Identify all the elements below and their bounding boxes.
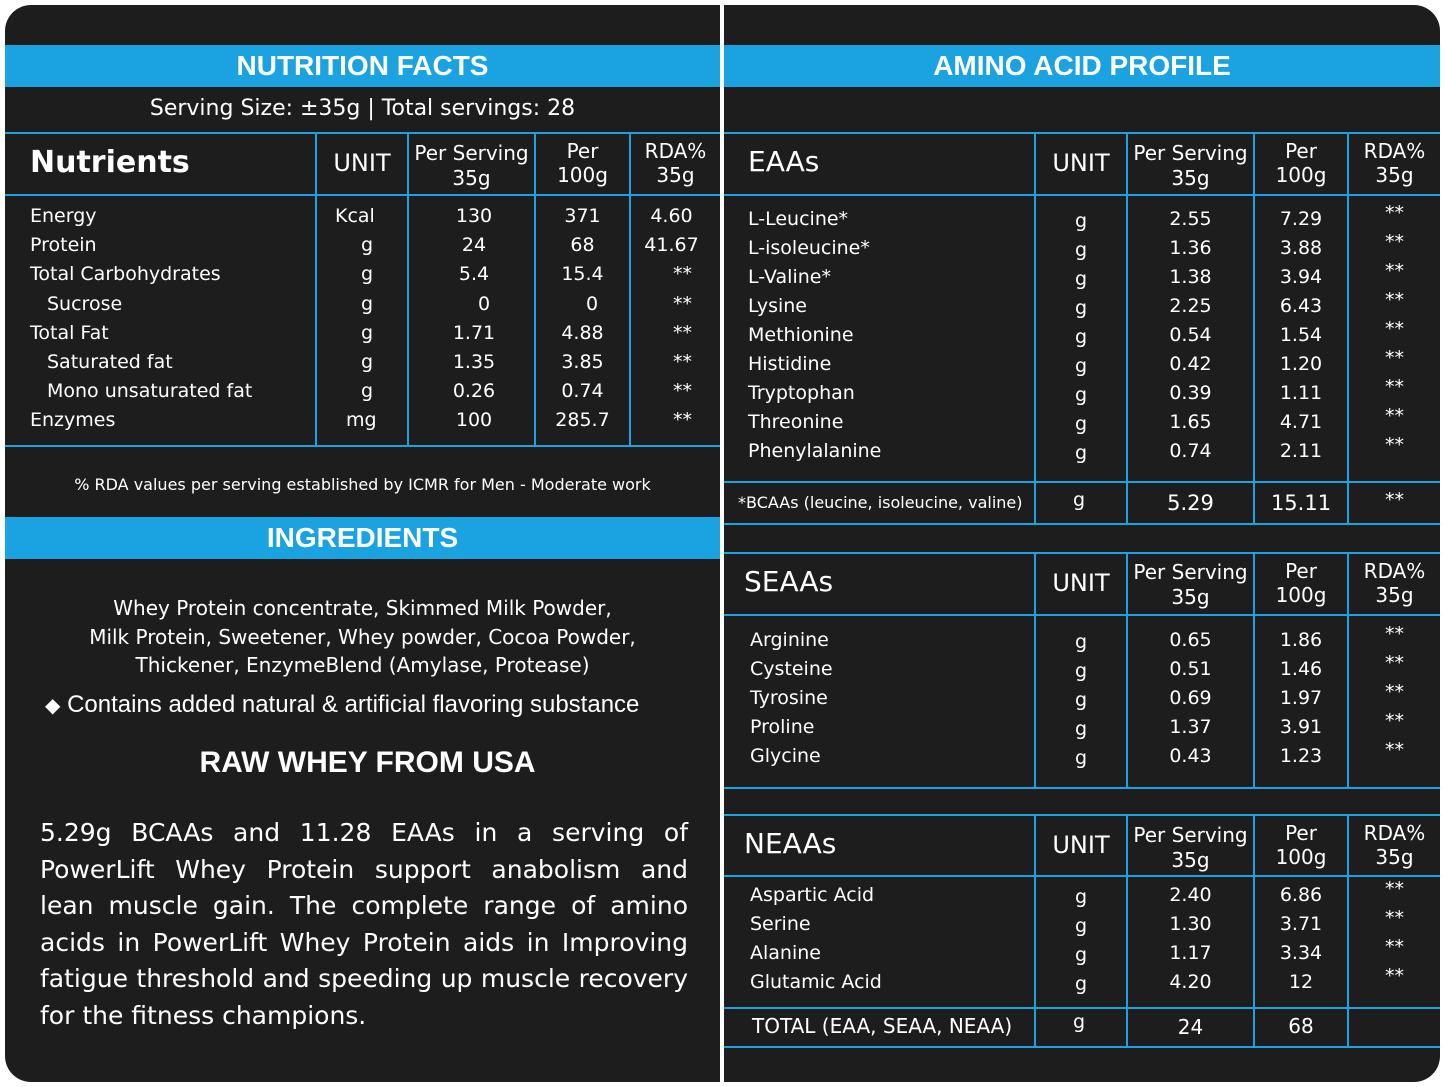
header-rda-2: 35g — [1375, 845, 1414, 869]
amino-per100: 1.20 — [1279, 353, 1323, 375]
ingredients-title: INGREDIENTS — [266, 522, 459, 553]
nutrient-per100: 15.4 — [561, 263, 604, 285]
description-line: 5.29g BCAAs and 11.28 EAAs in a serving of — [40, 818, 688, 847]
nutrient-unit: g — [361, 380, 374, 402]
table-row — [724, 347, 1440, 379]
nutrient-serving: 0 — [477, 293, 491, 315]
amino-serving: 0.43 — [1169, 745, 1212, 767]
amino-serving: 0.65 — [1169, 629, 1212, 651]
table-row — [724, 202, 1440, 234]
header-nutrients: Nutrients — [30, 145, 190, 180]
description-line: for the fitness champions. — [40, 1000, 367, 1030]
header-per100-2: 100g — [1275, 583, 1327, 607]
nutrient-per100: 285.7 — [555, 409, 610, 431]
nutrient-rda: ** — [673, 263, 692, 285]
amino-rda: ** — [1385, 710, 1404, 732]
flavoring-text: Contains added natural & artificial flavoring substance — [67, 691, 640, 718]
bcaa-name: *BCAAs (leucine, isoleucine, valine) — [738, 493, 1023, 512]
table-row — [724, 260, 1440, 292]
header-per100-1: Per — [566, 139, 599, 163]
amino-per100: 1.54 — [1279, 324, 1323, 346]
header-unit: UNIT — [1052, 149, 1110, 177]
amino-unit: g — [1074, 973, 1088, 995]
ingredients-band — [5, 517, 720, 559]
divider — [724, 132, 1440, 134]
nutrient-name: Mono unsaturated fat — [47, 380, 253, 402]
amino-per100: 3.88 — [1279, 237, 1323, 259]
divider — [724, 875, 1440, 877]
description-line: acids in PowerLift Whey Protein aids in Improving — [40, 927, 688, 957]
nutrient-rda: ** — [673, 380, 692, 402]
rda-note: % RDA values per serving established by ICMR for Men - Moderate work — [74, 475, 651, 494]
table-row — [5, 322, 720, 348]
header-per100-1: Per — [1285, 821, 1317, 845]
header-eaas: EAAs — [748, 145, 820, 178]
amino-name: L-Leucine* — [748, 208, 849, 230]
divider — [724, 814, 1440, 816]
divider — [724, 1007, 1440, 1009]
divider — [724, 481, 1440, 483]
nutrient-per100: 68 — [570, 234, 595, 256]
amino-per100: 6.86 — [1279, 884, 1323, 906]
amino-per100: 6.43 — [1279, 295, 1323, 317]
description-line: lean muscle gain. The complete range of amino — [40, 891, 688, 920]
amino-unit: g — [1074, 326, 1088, 348]
amino-unit: g — [1074, 355, 1088, 377]
bcaa-description — [40, 815, 688, 1034]
nutrient-rda: ** — [673, 322, 692, 344]
amino-name: Cysteine — [750, 658, 833, 680]
nutrient-name: Enzymes — [30, 409, 116, 431]
nutrient-per100: 4.88 — [561, 322, 604, 344]
amino-rda: ** — [1385, 623, 1404, 645]
nutrient-per100: 371 — [564, 205, 601, 227]
amino-rda: ** — [1385, 202, 1404, 224]
amino-name: Aspartic Acid — [750, 884, 875, 906]
amino-per100: 1.23 — [1279, 745, 1323, 767]
amino-name: Lysine — [748, 295, 807, 317]
amino-unit: g — [1074, 384, 1088, 406]
table-row — [724, 405, 1440, 437]
nutrient-name: Sucrose — [47, 293, 123, 315]
nutrient-unit: g — [361, 293, 374, 315]
divider — [724, 523, 1440, 525]
table-row — [724, 231, 1440, 263]
header-per100-1: Per — [1285, 139, 1317, 163]
header-per-serving-1: Per Serving — [414, 141, 529, 165]
amino-per100: 3.34 — [1279, 942, 1323, 964]
amino-unit: g — [1074, 718, 1088, 740]
amino-rda: ** — [1385, 652, 1404, 674]
amino-unit: g — [1074, 886, 1088, 908]
bcaa-per100: 15.11 — [1270, 491, 1332, 515]
header-rda-1: RDA% — [1363, 821, 1426, 845]
amino-name: Methionine — [748, 324, 854, 346]
amino-unit: g — [1074, 413, 1088, 435]
nutrient-serving: 1.71 — [452, 322, 496, 344]
amino-rda: ** — [1385, 907, 1404, 929]
nutrient-per100: 0 — [585, 293, 599, 315]
header-unit: UNIT — [1052, 831, 1110, 859]
table-row — [5, 263, 720, 289]
header-per-serving-1: Per Serving — [1133, 560, 1248, 584]
amino-serving: 0.69 — [1169, 687, 1212, 709]
header-unit: UNIT — [1052, 569, 1110, 597]
amino-serving: 1.30 — [1169, 913, 1212, 935]
amino-serving: 1.65 — [1169, 411, 1212, 433]
header-per-serving-2: 35g — [1171, 848, 1210, 872]
amino-serving: 0.42 — [1169, 353, 1212, 375]
header-seaas: SEAAs — [744, 565, 834, 598]
amino-name: Serine — [750, 913, 811, 935]
amino-profile-title: AMINO ACID PROFILE — [933, 50, 1231, 81]
table-row — [724, 710, 1440, 742]
bcaa-serving: 5.29 — [1167, 491, 1214, 515]
divider — [5, 132, 720, 134]
amino-serving: 2.55 — [1169, 208, 1212, 230]
amino-rda: ** — [1385, 681, 1404, 703]
table-row — [724, 434, 1440, 466]
amino-unit: g — [1074, 239, 1088, 261]
nutrient-serving: 100 — [455, 409, 493, 431]
amino-unit: g — [1074, 268, 1088, 290]
total-serving: 24 — [1177, 1015, 1204, 1039]
amino-rda: ** — [1385, 434, 1404, 456]
amino-serving: 2.25 — [1169, 295, 1212, 317]
amino-per100: 3.91 — [1279, 716, 1323, 738]
amino-unit: g — [1074, 442, 1088, 464]
table-row — [724, 965, 1440, 997]
amino-name: Tryptophan — [748, 382, 855, 404]
amino-name: Phenylalanine — [748, 440, 882, 462]
nutrient-rda: 41.67 — [644, 234, 699, 256]
amino-per100: 2.11 — [1279, 440, 1323, 462]
table-row — [5, 293, 720, 319]
diamond-icon: ◆ — [45, 695, 61, 717]
amino-serving: 1.36 — [1169, 237, 1212, 259]
amino-per100: 3.94 — [1279, 266, 1323, 288]
ingredients-line: Thickener, EnzymeBlend (Amylase, Protease) — [135, 653, 590, 677]
label-card — [5, 5, 1440, 1082]
amino-profile-band — [724, 45, 1440, 87]
header-rda-1: RDA% — [644, 139, 707, 163]
amino-serving: 0.54 — [1169, 324, 1212, 346]
header-per100-1: Per — [1285, 559, 1317, 583]
table-row — [5, 205, 720, 231]
nutrient-unit: mg — [346, 409, 377, 431]
amino-serving: 1.17 — [1169, 942, 1212, 964]
nutrient-rda: ** — [673, 351, 692, 373]
bcaa-row — [724, 489, 1440, 519]
nutrient-per100: 0.74 — [561, 380, 604, 402]
divider — [724, 614, 1440, 616]
divider — [5, 194, 720, 196]
table-row — [724, 318, 1440, 350]
divider — [724, 552, 1440, 554]
amino-name: L-Valine* — [748, 266, 831, 288]
header-per-serving-2: 35g — [1171, 166, 1210, 190]
nutrient-unit: g — [361, 322, 374, 344]
amino-serving: 0.74 — [1169, 440, 1212, 462]
header-per100-2: 100g — [1275, 163, 1327, 187]
amino-name: Tyrosine — [750, 687, 828, 709]
description-line: PowerLift Whey Protein support anabolism and — [40, 854, 688, 884]
table-row — [724, 739, 1440, 771]
total-per100: 68 — [1288, 1014, 1314, 1038]
amino-per100: 7.29 — [1279, 208, 1323, 230]
amino-rda: ** — [1385, 878, 1404, 900]
nutrient-unit: g — [361, 263, 374, 285]
amino-per100: 1.97 — [1279, 687, 1323, 709]
nutrient-name: Protein — [30, 234, 97, 256]
nutrient-serving: 130 — [455, 205, 493, 227]
table-row — [724, 289, 1440, 321]
amino-per100: 1.46 — [1279, 658, 1323, 680]
header-neaas: NEAAs — [744, 827, 837, 860]
total-row — [724, 1013, 1440, 1043]
amino-per100: 3.71 — [1279, 913, 1323, 935]
table-row — [724, 623, 1440, 655]
nutrition-facts-title: NUTRITION FACTS — [236, 50, 489, 81]
table-row — [5, 409, 720, 435]
amino-serving: 0.39 — [1169, 382, 1212, 404]
amino-rda: ** — [1385, 936, 1404, 958]
table-row — [5, 380, 720, 406]
amino-rda: ** — [1385, 965, 1404, 987]
serving-size: Serving Size: ±35g | Total servings: 28 — [149, 96, 576, 121]
amino-serving: 1.38 — [1169, 266, 1212, 288]
amino-name: Glycine — [750, 745, 821, 767]
header-unit: UNIT — [333, 149, 391, 177]
flavoring-notice — [45, 691, 639, 719]
table-row — [724, 907, 1440, 939]
nutrient-unit: g — [361, 234, 374, 256]
amino-name: L-isoleucine* — [748, 237, 870, 259]
nutrient-name: Energy — [30, 205, 97, 227]
amino-unit: g — [1074, 689, 1088, 711]
amino-name: Proline — [750, 716, 815, 738]
amino-rda: ** — [1385, 231, 1404, 253]
amino-per100: 1.86 — [1279, 629, 1323, 651]
amino-unit: g — [1074, 944, 1088, 966]
amino-name: Alanine — [750, 942, 821, 964]
nutrient-serving: 0.26 — [452, 380, 496, 402]
amino-name: Glutamic Acid — [750, 971, 882, 993]
amino-rda: ** — [1385, 376, 1404, 398]
description-line: fatigue threshold and speeding up muscle recovery — [40, 964, 688, 993]
nutrition-facts-band — [5, 45, 720, 87]
nutrient-serving: 24 — [461, 234, 487, 256]
nutrient-per100: 3.85 — [561, 351, 604, 373]
amino-rda: ** — [1385, 739, 1404, 761]
amino-rda: ** — [1385, 289, 1404, 311]
nutrient-serving: 1.35 — [452, 351, 496, 373]
amino-unit: g — [1074, 210, 1088, 232]
table-row — [5, 234, 720, 260]
header-rda-1: RDA% — [1363, 139, 1426, 163]
nutrient-serving: 5.4 — [458, 263, 490, 285]
table-row — [724, 681, 1440, 713]
amino-per100: 4.71 — [1279, 411, 1323, 433]
header-per100-2: 100g — [1275, 845, 1327, 869]
header-per-serving-2: 35g — [452, 166, 491, 190]
amino-serving: 4.20 — [1169, 971, 1212, 993]
amino-rda: ** — [1385, 405, 1404, 427]
amino-rda: ** — [1385, 260, 1404, 282]
header-per-serving-2: 35g — [1171, 585, 1210, 609]
divider — [724, 194, 1440, 196]
table-row — [724, 652, 1440, 684]
header-rda-2: 35g — [1375, 163, 1414, 187]
bcaa-rda: ** — [1385, 489, 1404, 511]
bcaa-unit: g — [1072, 489, 1086, 511]
table-row — [5, 351, 720, 377]
header-per-serving-1: Per Serving — [1133, 141, 1248, 165]
nutrient-unit: g — [361, 351, 374, 373]
amino-unit: g — [1074, 660, 1088, 682]
amino-unit: g — [1074, 631, 1088, 653]
table-row — [724, 936, 1440, 968]
amino-serving: 1.37 — [1169, 716, 1212, 738]
amino-per100: 1.11 — [1279, 382, 1323, 404]
header-rda-2: 35g — [1375, 583, 1414, 607]
ingredients-list — [5, 594, 720, 680]
amino-serving: 0.51 — [1169, 658, 1212, 680]
nutrient-name: Total Fat — [30, 322, 109, 344]
raw-whey-heading: RAW WHEY FROM USA — [199, 746, 536, 779]
header-per-serving-1: Per Serving — [1133, 823, 1248, 847]
nutrient-name: Saturated fat — [47, 351, 173, 373]
nutrient-rda: 4.60 — [650, 205, 693, 227]
amino-name: Arginine — [750, 629, 829, 651]
nutrient-unit: Kcal — [335, 205, 375, 227]
amino-rda: ** — [1385, 347, 1404, 369]
amino-name: Threonine — [748, 411, 844, 433]
amino-unit: g — [1074, 747, 1088, 769]
table-row — [724, 878, 1440, 910]
nutrient-rda: ** — [673, 293, 692, 315]
total-name: TOTAL (EAA, SEAA, NEAA) — [752, 1014, 1013, 1038]
divider — [724, 1046, 1440, 1048]
amino-name: Histidine — [748, 353, 832, 375]
ingredients-line: Milk Protein, Sweetener, Whey powder, Cocoa Powder, — [89, 624, 636, 649]
nutrient-rda: ** — [673, 409, 692, 431]
amino-per100: 12 — [1288, 971, 1314, 993]
nutrient-name: Total Carbohydrates — [30, 263, 221, 285]
divider — [724, 787, 1440, 789]
amino-unit: g — [1074, 915, 1088, 937]
header-per100-2: 100g — [557, 163, 608, 187]
amino-rda: ** — [1385, 318, 1404, 340]
table-row — [724, 376, 1440, 408]
divider — [5, 445, 720, 447]
ingredients-line: Whey Protein concentrate, Skimmed Milk Powder, — [113, 596, 612, 620]
total-unit: g — [1072, 1011, 1086, 1033]
header-rda-1: RDA% — [1363, 559, 1426, 583]
header-rda-2: 35g — [656, 163, 695, 187]
amino-serving: 2.40 — [1169, 884, 1212, 906]
amino-unit: g — [1074, 297, 1088, 319]
